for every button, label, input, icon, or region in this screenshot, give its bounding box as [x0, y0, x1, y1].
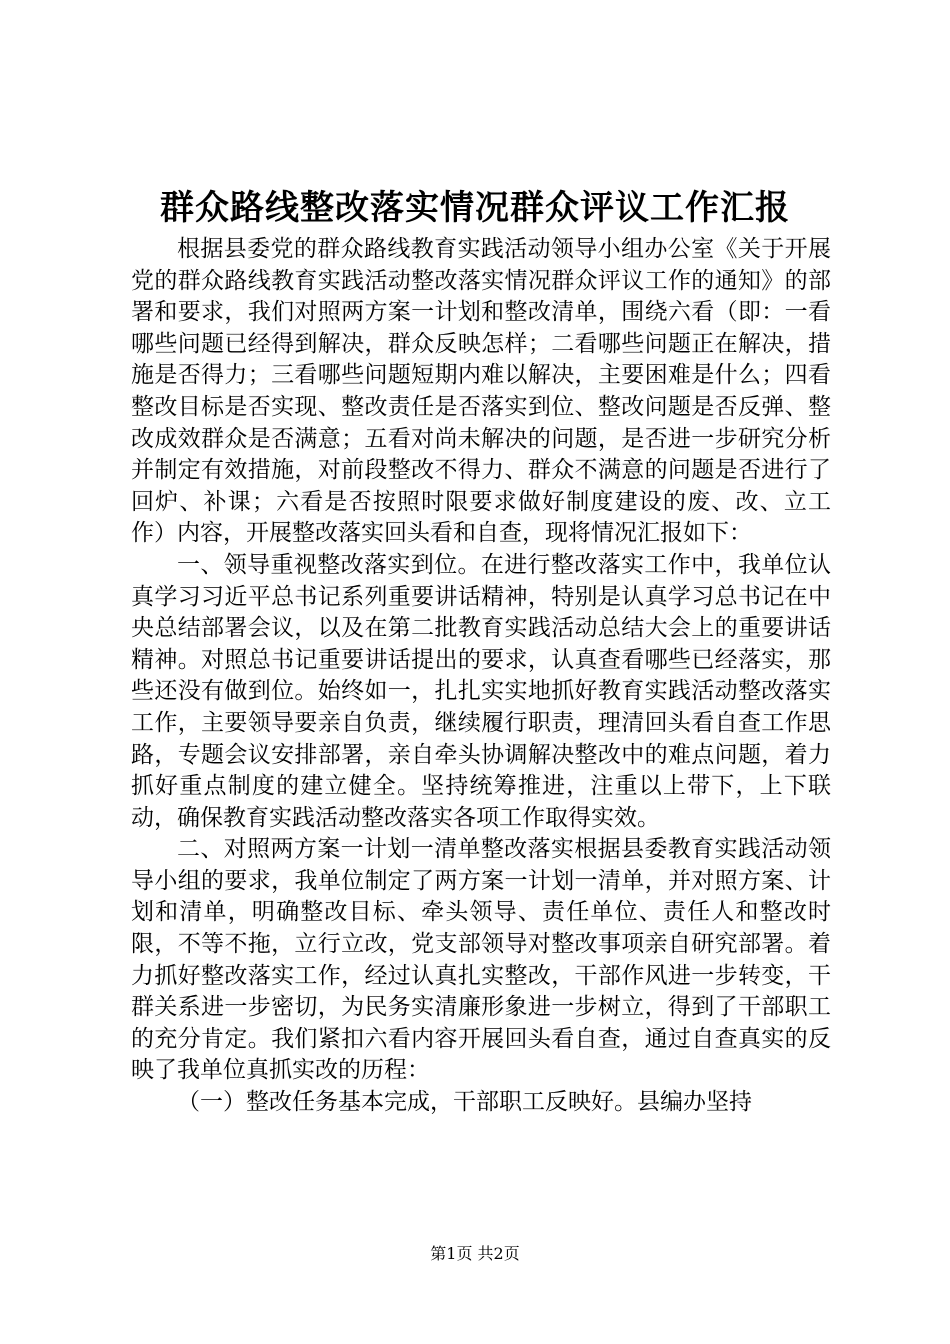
- paragraph-intro: 根据县委党的群众路线教育实践活动领导小组办公室《关于开展党的群众路线教育实践活动整改落实情况群众评议工作的通知》的部署和要求，我们对照两方案一计划和整改清单，围绕六看（即：一看哪些问题已经得到解决，群众反映怎样；二看哪些问题正在解决，措施是否得力；三看哪些问题短期内难以解决，主要困难是什么；四看整改目标是否实现、整改责任是否落实到位、整改问题是否反弹、整改成效群众是否满意；五看对尚未解决的问题，是否进一步研究分析并制定有效措施，对前段整改不得力、群众不满意的问题是否进行了回炉、补课；六看是否按照时限要求做好制度建设的废、改、立工作）内容，开展整改落实回头看和自查，现将情况汇报如下：: [131, 236, 831, 547]
- document-title: 群众路线整改落实情况群众评议工作汇报: [160, 188, 790, 228]
- paragraph-subsection-1: （一）整改任务基本完成，干部职工反映好。县编办坚持: [177, 1089, 752, 1116]
- page-number-current: 第1页: [430, 1244, 473, 1263]
- paragraph-section-1: 一、领导重视整改落实到位。在进行整改落实工作中，我单位认真学习习近平总书记系列重要讲话精神，特别是认真学习总书记在中央总结部署会议，以及在第二批教育实践活动总结大会上的重要讲话精神。对照总书记重要讲话提出的要求，认真查看哪些已经落实，那些还没有做到位。始终如一，扎扎实实地抓好教育实践活动整改落实工作，主要领导要亲自负责，继续履行职责，理清回头看自查工作思路，专题会议安排部署，亲自牵头协调解决整改中的难点问题，着力抓好重点制度的建立健全。坚持统筹推进，注重以上带下，上下联动，确保教育实践活动整改落实各项工作取得实效。: [131, 551, 831, 831]
- page-number-total: 共2页: [477, 1244, 520, 1263]
- document-body: [131, 234, 831, 1119]
- page-footer: [0, 1243, 950, 1265]
- paragraph-section-2: 二、对照两方案一计划一清单整改落实根据县委教育实践活动领导小组的要求，我单位制定了两方案一计划一清单，并对照方案、计划和清单，明确整改目标、牵头领导、责任单位、责任人和整改时限，不等不拖，立行立改，党支部领导对整改事项亲自研究部署。着力抓好整改落实工作，经过认真扎实整改，干部作风进一步转变，干群关系进一步密切，为民务实清廉形象进一步树立，得到了干部职工的充分肯定。我们紧扣六看内容开展回头看自查，通过自查真实的反映了我单位真抓实改的历程：: [131, 836, 831, 1084]
